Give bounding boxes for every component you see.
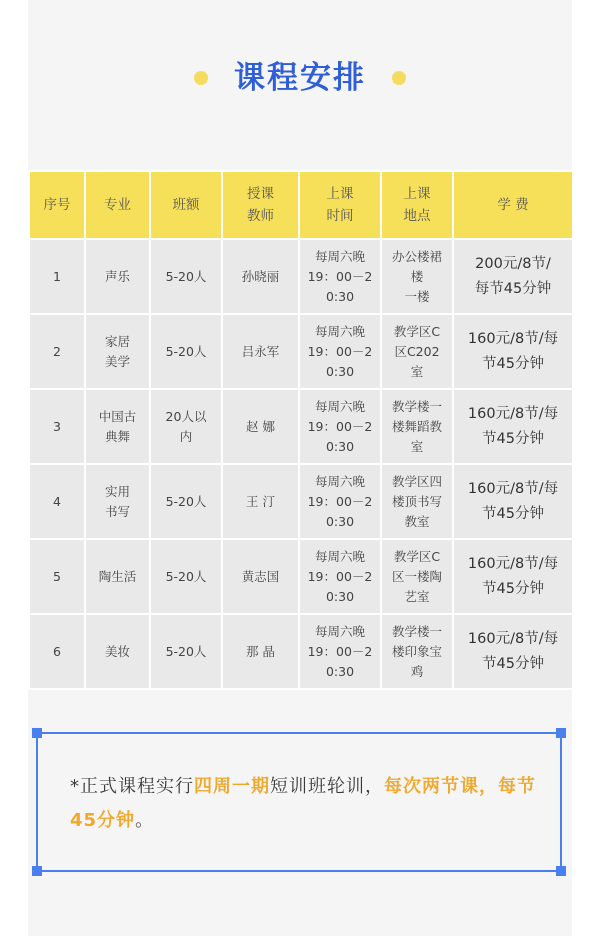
cell-major: 声乐 — [85, 239, 150, 314]
cell-major: 陶生活 — [85, 539, 150, 614]
cell-teacher: 吕永军 — [222, 314, 299, 389]
note-highlight-period: 四周一期 — [194, 776, 270, 797]
cell-fee: 200元/8节/ 每节45分钟 — [453, 239, 573, 314]
cell-time: 每周六晚 19：00－2 0:30 — [299, 539, 381, 614]
content-panel — [28, 0, 572, 936]
table-row — [29, 314, 573, 389]
cell-teacher: 孙晓丽 — [222, 239, 299, 314]
header-teacher: 授课 教师 — [222, 171, 299, 239]
header-fee: 学 费 — [453, 171, 573, 239]
cell-fee: 160元/8节/每 节45分钟 — [453, 314, 573, 389]
cell-index: 3 — [29, 389, 85, 464]
note-prefix: *正式课程实行 — [70, 776, 194, 797]
cell-index: 6 — [29, 614, 85, 689]
cell-time: 每周六晚 19：00－2 0:30 — [299, 239, 381, 314]
cell-teacher: 赵 娜 — [222, 389, 299, 464]
cell-teacher: 那 晶 — [222, 614, 299, 689]
resize-handle-bottom-left[interactable] — [32, 866, 42, 876]
cell-location: 教学区C 区C202 室 — [381, 314, 453, 389]
cell-time: 每周六晚 19：00－2 0:30 — [299, 389, 381, 464]
table-row — [29, 239, 573, 314]
cell-teacher: 王 汀 — [222, 464, 299, 539]
cell-location: 教学区四 楼顶书写 教室 — [381, 464, 453, 539]
cell-class-size: 5-20人 — [150, 239, 222, 314]
cell-fee: 160元/8节/每 节45分钟 — [453, 614, 573, 689]
header-index: 序号 — [29, 171, 85, 239]
resize-handle-bottom-right[interactable] — [556, 866, 566, 876]
note-suffix: 。 — [135, 810, 155, 831]
header-location: 上课 地点 — [381, 171, 453, 239]
title-row — [28, 56, 572, 100]
cell-index: 5 — [29, 539, 85, 614]
course-table — [28, 170, 574, 690]
cell-class-size: 5-20人 — [150, 614, 222, 689]
table-row — [29, 614, 573, 689]
cell-teacher: 黄志国 — [222, 539, 299, 614]
cell-fee: 160元/8节/每 节45分钟 — [453, 464, 573, 539]
resize-handle-top-left[interactable] — [32, 728, 42, 738]
cell-location: 办公楼裙 楼 一楼 — [381, 239, 453, 314]
cell-time: 每周六晚 19：00－2 0:30 — [299, 614, 381, 689]
table-row — [29, 389, 573, 464]
cell-fee: 160元/8节/每 节45分钟 — [453, 539, 573, 614]
cell-index: 2 — [29, 314, 85, 389]
title-dot-right — [392, 71, 406, 85]
cell-major: 中国古 典舞 — [85, 389, 150, 464]
cell-fee: 160元/8节/每 节45分钟 — [453, 389, 573, 464]
cell-major: 美妆 — [85, 614, 150, 689]
cell-class-size: 5-20人 — [150, 539, 222, 614]
cell-time: 每周六晚 19：00－2 0:30 — [299, 314, 381, 389]
title-dot-left — [194, 71, 208, 85]
cell-index: 1 — [29, 239, 85, 314]
note-highlight-sessions: 每次两节课，每节45分钟 — [70, 776, 536, 831]
table-header-row — [29, 171, 573, 239]
table-row — [29, 464, 573, 539]
cell-time: 每周六晚 19：00－2 0:30 — [299, 464, 381, 539]
header-time: 上课 时间 — [299, 171, 381, 239]
cell-major: 实用 书写 — [85, 464, 150, 539]
header-class-size: 班额 — [150, 171, 222, 239]
page-title: 课程安排 — [234, 60, 366, 96]
cell-class-size: 5-20人 — [150, 314, 222, 389]
cell-location: 教学楼一 楼舞蹈教 室 — [381, 389, 453, 464]
resize-handle-top-right[interactable] — [556, 728, 566, 738]
header-major: 专业 — [85, 171, 150, 239]
cell-index: 4 — [29, 464, 85, 539]
cell-class-size: 5-20人 — [150, 464, 222, 539]
cell-class-size: 20人以 内 — [150, 389, 222, 464]
note-text — [70, 770, 540, 838]
cell-major: 家居 美学 — [85, 314, 150, 389]
cell-location: 教学区C 区一楼陶 艺室 — [381, 539, 453, 614]
note-box — [36, 732, 562, 872]
note-middle: 短训班轮训， — [270, 776, 384, 797]
table-row — [29, 539, 573, 614]
cell-location: 教学楼一 楼印象宝 鸡 — [381, 614, 453, 689]
